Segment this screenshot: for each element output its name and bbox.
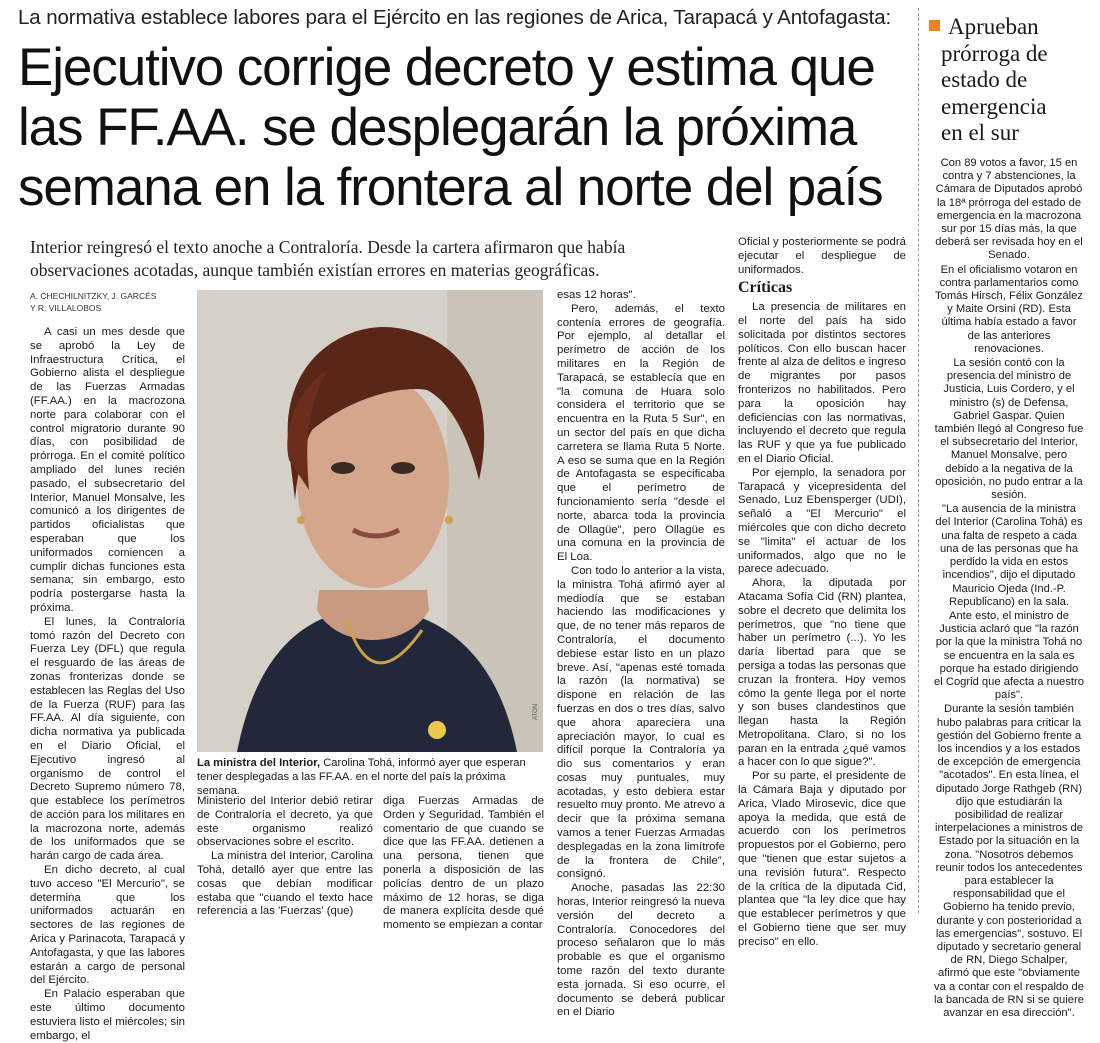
caption-lead: La ministra del Interior, bbox=[197, 757, 321, 769]
kicker: La normativa establece labores para el Ejército en las regiones de Arica, Tarapacá y Antofagasta: bbox=[18, 6, 892, 29]
orange-square-icon bbox=[929, 20, 940, 31]
sidebar-paragraph: En el oficialismo votaron en contra parlamentarios como Tomás Hirsch, Félix González y Maite Orsini (RD). Esta última había estado a favor de las anteriores renovaciones. bbox=[935, 263, 1083, 355]
paragraph: Por ejemplo, la senadora por Tarapacá y vicepresidenta del Senado, Luz Ebensperger (UDI), señaló a "El Mercurio" el miércoles que con dicho decreto se "limita" el actuar de los uniformados, algo que no le parece adecuado. bbox=[738, 466, 906, 576]
headline-line-3: semana en la frontera al norte del país bbox=[18, 158, 883, 217]
sidebar-title-line: emergencia bbox=[941, 93, 1047, 119]
column-4 bbox=[738, 236, 906, 950]
column-2 bbox=[197, 795, 373, 919]
minister-portrait bbox=[197, 290, 543, 752]
paragraph: Anoche, pasadas las 22:30 horas, Interior reingresó la nueva versión del decreto a Contraloría. Conocedores del proceso señalaron que lo más probable es que el organismo tome razón del texto durante esta jornada. Si eso ocurre, el documento se deberá publicar en el Diario bbox=[557, 882, 725, 1019]
byline-line-1: A. CHECHILNITZKY, J. GARCÉS bbox=[30, 291, 157, 301]
sidebar-paragraph: Durante la sesión también hubo palabras para criticar la gestión del Gobierno frente a los incendios y a los estados de excepción de emergencia "acotados". En esta línea, el diputado Jorge Rathgeb (RN) dijo que estudiarán la posibilidad de realizar interpelaciones a ministros de Estado por la situación en la zona. "Nosotros debemos reunir todos los antecedentes para establecer la responsabilidad que el Gobierno ha tenido previo, durante y con posterioridad a las emergencias", sostuvo. El diputado y secretario general de RN, Diego Schalper, afirmó que este "obviamente va a contar con el respaldo de la bancada de RN si se quiere avanzar en esa dirección". bbox=[934, 703, 1084, 1019]
deck: Interior reingresó el texto anoche a Contraloría. Desde la cartera afirmaron que había observaciones acotadas, aunque también existían errores en materias geográficas. bbox=[30, 237, 626, 280]
headline-line-2: las FF.AA. se desplegarán la próxima bbox=[18, 98, 857, 157]
sidebar-paragraph: La sesión contó con la presencia del ministro de Justicia, Luis Cordero, y el ministro (s) de Defensa, Gabriel Gaspar. Quien también llegó al Congreso fue el subsecretario del Interior, Manuel Monsalve, pero debido a la negativa de la oposición, no pudo entrar a la sesión. bbox=[934, 357, 1084, 502]
column-3 bbox=[557, 289, 725, 1020]
paragraph: Pero, además, el texto contenía errores de geografía. Por ejemplo, al detallar el perímetro de acción de los militares en la Región de Tarapacá, se establecía que en "la comuna de Huara solo considera el territorio que se encuentra en la Ruta 5 Sur", en un sector del país en que dicha carretera se llama Ruta 5 Norte. A eso se suma que en la Región de Antofagasta se especificaba que el perímetro de funcionamiento sería "desde el norte, abarca toda la provincia de Ollagüe", pero Ollagüe es una comuna en la provincia de El Loa. bbox=[557, 302, 725, 564]
paragraph: Con todo lo anterior a la vista, la ministra Tohá afirmó ayer al mediodía que se estaban haciendo las modificaciones y que, de no tener más reparos de Contraloría, el documento debiese estar listo en un plazo breve. Así, "apenas esté tomada la razón (la normativa) se dispone en relación de las fuerzas en dos o tres días, salvo que ahora apareciera una apreciación mayor, lo cual es difícil porque la Contraloría ya dio sus comentarios y eran cosas muy puntuales, muy acotadas, y esto debiera estar resuelto muy pronto. Me atrevo a decir que la próxima semana vamos a tener Fuerzas Armadas desplegadas en la zona limítrofe de la frontera de Chile", consignó. bbox=[557, 564, 725, 881]
column-divider bbox=[918, 8, 920, 913]
sidebar-body bbox=[934, 157, 1084, 1021]
paragraph: La presencia de militares en el norte del país ha sido solicitada por distintos sectores políticos. Con ello buscan hacer frente al alza de delitos e ingreso de migrantes por pasos fronterizos no habilitados. Pero para la oposición hay deficiencias con las normativas, incluyendo el decreto que regula las RUF y que ya fue publicado en el Diario Oficial. bbox=[738, 301, 906, 465]
byline bbox=[30, 290, 190, 314]
paragraph: En Palacio esperaban que este último documento estuviera listo el miércoles; sin embargo, el bbox=[30, 988, 185, 1042]
sidebar-paragraph: Con 89 votos a favor, 15 en contra y 7 abstenciones, la Cámara de Diputados aprobó la 18ª prórroga del estado de emergencia en la macrozona sur por 15 días más, la que deberá ser revisada hoy en el Senado. bbox=[935, 157, 1083, 262]
paragraph: Por su parte, el presidente de la Cámara Baja y diputado por Arica, Vlado Mirosevic, dice que apoya la medida, que está de acuerdo con los perímetros propuestos por el Gobierno, pero que "tienen que estar sujetos a una revisión futura". Respecto de la crítica de la diputada Cid, plantea que "la ley dice que hay que establecer perímetros y que el Gobierno tiene que ser muy preciso" en ello. bbox=[738, 770, 906, 948]
paragraph: Oficial y posteriormente se podrá ejecutar el despliegue de uniformados. bbox=[738, 236, 906, 276]
column-3-bottom bbox=[383, 795, 544, 933]
sidebar-title-line: prórroga de bbox=[941, 40, 1048, 66]
paragraph: esas 12 horas". bbox=[557, 289, 636, 301]
photo bbox=[197, 290, 543, 752]
byline-line-2: Y R. VILLALOBOS bbox=[30, 303, 102, 313]
paragraph: La ministra del Interior, Carolina Tohá, detalló ayer que entre las cosas que debían modificar estaba que "cuando el texto hace referencia a las 'Fuerzas' (que) bbox=[197, 850, 373, 918]
sidebar-paragraph: "La ausencia de la ministra del Interior (Carolina Tohá) es una falta de respeto a cada una de las personas que ha perdido la vida en estos incendios", dijo el diputado Mauricio Ojeda (Ind.-P. Republicano) en la sala. bbox=[935, 503, 1083, 608]
column-1 bbox=[30, 326, 185, 1043]
caption-text: Carolina Tohá, informó ayer que esperan tener desplegadas a las FF.AA. en el norte del país la próxima semana. bbox=[197, 757, 526, 797]
paragraph: En dicho decreto, al cual tuvo acceso "El Mercurio", se determina que los uniformados actuarán en sectores de las regiones de Arica y Parinacota, Tarapacá y Antofagasta, y que las labores estarán a cargo de personal del Ejército. bbox=[30, 864, 185, 987]
paragraph: diga Fuerzas Armadas de Orden y Seguridad. También el comentario de que cuando se dice que las FF.AA. detienen a una persona, tienen que ponerla a disposición de las policías dentro de un plazo máximo de 12 horas, se diga de manera explícita desde qué momento se empiezan a contar bbox=[383, 795, 544, 932]
sidebar-title-line: Aprueban bbox=[948, 14, 1039, 39]
subhead-criticas: Críticas bbox=[738, 279, 793, 297]
photo-caption bbox=[197, 756, 543, 798]
headline bbox=[18, 38, 908, 218]
photo-credit: ATON bbox=[533, 703, 539, 720]
sidebar-title-line: en el sur bbox=[941, 120, 1019, 145]
sidebar-paragraph: Ante esto, el ministro de Justicia aclaró que "la razón por la que la ministra Tohá no se encuentra en la sala es porque ha estado dirigiendo el Cogrid que afecta a nuestro país". bbox=[934, 609, 1084, 702]
sidebar-title-line: estado de bbox=[941, 67, 1028, 92]
paragraph: Ministerio del Interior debió retirar de Contraloría el decreto, ya que este organismo realizó observaciones sobre el escrito. bbox=[197, 795, 373, 849]
sidebar-title bbox=[929, 14, 1095, 147]
paragraph: Ahora, la diputada por Atacama Sofía Cid (RN) plantea, sobre el decreto que delimita los perímetros, que "no tiene que haber un perímetro (...). Yo les daría libertad para que se persiga a todas las personas que cruzan la frontera. Hoy vemos cómo la gente llega por el norte y son buses clandestinos que llegan hasta la Región Metropolitana. Claro, si no los paran en la entrada ¿qué vamos a hacer con lo que sigue?". bbox=[738, 577, 906, 769]
paragraph: El lunes, la Contraloría tomó razón del Decreto con Fuerza Ley (DFL) que regula el resguardo de las áreas de zonas fronterizas donde se establecen las Reglas del Uso de la Fuerza (RUF) para las FF.AA. Al día siguiente, con dicha normativa ya publicada en el Diario Oficial, el Ejecutivo ingresó al organismo de control el Decreto Supremo número 78, que establece los perímetros de acción para los militares en la macrozona norte, además de los uniformados que se harán cargo de cada área. bbox=[30, 615, 185, 863]
headline-line-1: Ejecutivo corrige decreto y estima que bbox=[18, 38, 875, 97]
paragraph: A casi un mes desde que se aprobó la Ley de Infraestructura Crítica, el Gobierno alista el despliegue de las Fuerzas Armadas (FF.AA.) en la macrozona norte para colaborar con el control migratorio durante 90 días, con posibilidad de prórroga. En el comité político ampliado del lunes recién pasado, el subsecretario del Interior, Manuel Monsalve, les comunicó a los dirigentes de partidos oficialistas que esperaban que los uniformados comiencen a cumplir dichas funciones esta semana; sin embargo, esto podría postergarse hasta la próxima. bbox=[30, 326, 185, 614]
